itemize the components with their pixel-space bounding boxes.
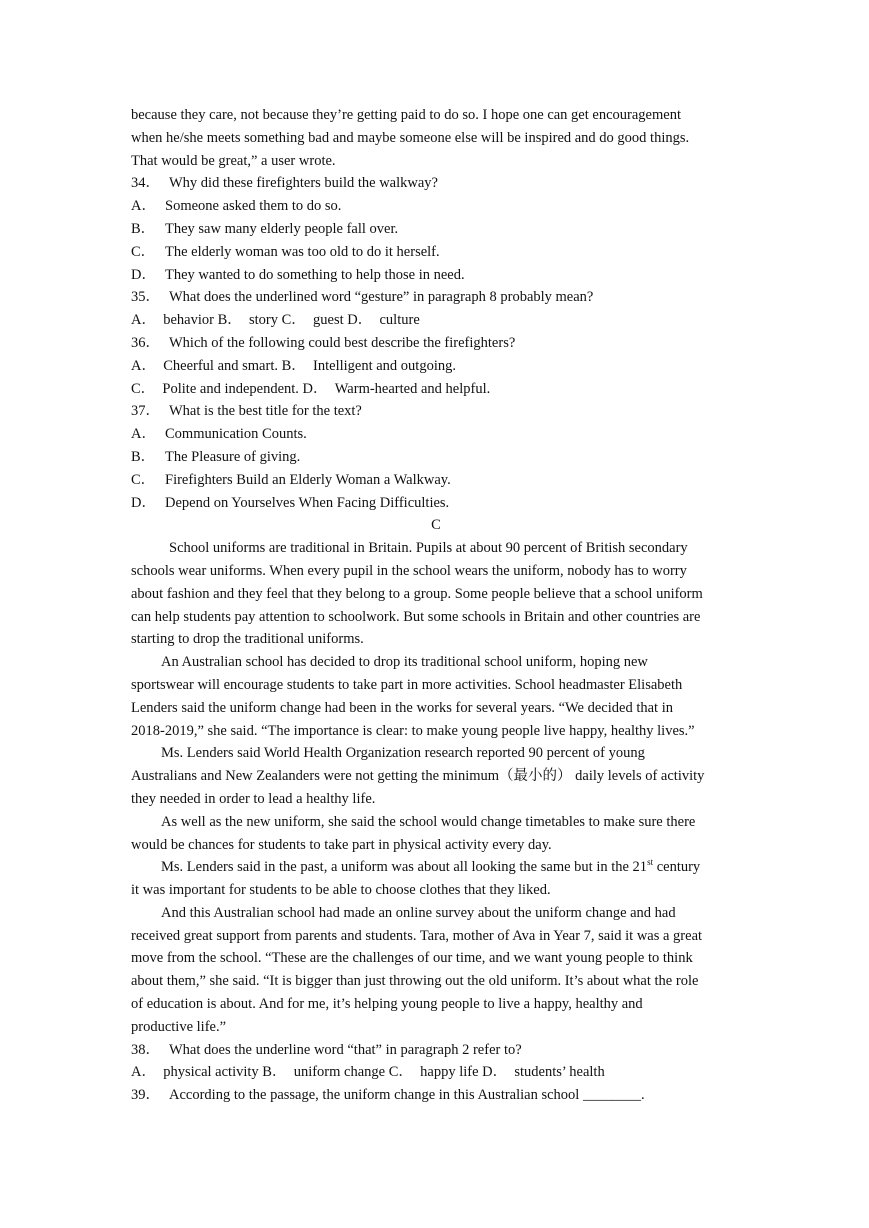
passage-line: when he/she meets something bad and maybe someone else will be inspired and do good things. bbox=[131, 129, 690, 146]
passage-line: can help students pay attention to schoolwork. But some schools in Britain and other countries are bbox=[131, 608, 701, 625]
question-stem bbox=[131, 1084, 741, 1107]
options-inline: A． behavior B． story C． guest D． culture bbox=[131, 312, 420, 329]
options-inline: A． Cheerful and smart. B． Intelligent and outgoing. bbox=[131, 357, 456, 374]
question-text: What does the underline word “that” in paragraph 2 refer to? bbox=[169, 1041, 522, 1058]
passage-line: As well as the new uniform, she said the school would change timetables to make sure there bbox=[161, 813, 696, 830]
option-b bbox=[131, 446, 741, 469]
passage-line: would be chances for students to take part in physical activity every day. bbox=[131, 836, 552, 853]
passage-line: it was important for students to be able to choose clothes that they liked. bbox=[131, 882, 551, 899]
passage-line: Australians and New Zealanders were not getting the minimum（最小的） daily levels of activity bbox=[131, 768, 705, 785]
option-letter: D． bbox=[131, 266, 156, 283]
question-36 bbox=[131, 332, 741, 400]
question-text: According to the passage, the uniform change in this Australian school ________. bbox=[169, 1087, 645, 1104]
passage-line: received great support from parents and students. Tara, mother of Ava in Year 7, said it was a great bbox=[131, 927, 703, 944]
option-d bbox=[131, 264, 741, 287]
question-text: What is the best title for the text? bbox=[169, 403, 362, 420]
option-letter: D． bbox=[131, 494, 156, 511]
passage-line: of education is about. And for me, it’s helping young people to live a happy, healthy and bbox=[131, 996, 643, 1013]
option-text: Depend on Yourselves When Facing Difficulties. bbox=[165, 494, 450, 511]
passage-b-ending bbox=[131, 104, 741, 172]
option-text: They wanted to do something to help those in need. bbox=[165, 266, 465, 283]
option-text: Someone asked them to do so. bbox=[165, 198, 342, 215]
question-number: 38． bbox=[131, 1041, 160, 1058]
option-text: The elderly woman was too old to do it herself. bbox=[165, 243, 440, 260]
option-text: Firefighters Build an Elderly Woman a Walkway. bbox=[165, 471, 451, 488]
option-letter: C． bbox=[131, 243, 156, 260]
passage-line: 2018-2019,” she said. “The importance is clear: to make young people live happy, healthy lives.” bbox=[131, 722, 695, 739]
passage-line bbox=[131, 856, 741, 879]
option-c bbox=[131, 469, 741, 492]
question-37 bbox=[131, 400, 741, 514]
option-c bbox=[131, 241, 741, 264]
passage-line: starting to drop the traditional uniforms. bbox=[131, 631, 364, 648]
option-letter: A． bbox=[131, 198, 156, 215]
question-number: 37． bbox=[131, 403, 160, 420]
paragraph-1 bbox=[131, 537, 741, 651]
option-letter: A． bbox=[131, 426, 156, 443]
passage-text: century bbox=[653, 859, 701, 876]
option-text: Communication Counts. bbox=[165, 426, 307, 443]
question-stem bbox=[131, 1039, 741, 1062]
paragraph-4 bbox=[131, 811, 741, 857]
paragraph-5 bbox=[131, 856, 741, 902]
paragraph-2 bbox=[131, 651, 741, 742]
question-stem bbox=[131, 400, 741, 423]
option-text: The Pleasure of giving. bbox=[165, 448, 301, 465]
passage-line: Ms. Lenders said World Health Organization research reported 90 percent of young bbox=[161, 745, 645, 762]
option-letter: B． bbox=[131, 448, 156, 465]
question-number: 36． bbox=[131, 334, 160, 351]
question-number: 34． bbox=[131, 175, 160, 192]
question-38 bbox=[131, 1039, 741, 1085]
passage-c bbox=[131, 514, 741, 1038]
question-text: Why did these firefighters build the walkway? bbox=[169, 175, 438, 192]
passage-line: School uniforms are traditional in Britain. Pupils at about 90 percent of British secondary bbox=[169, 540, 688, 557]
passage-line: And this Australian school had made an online survey about the uniform change and had bbox=[161, 904, 676, 921]
question-text: What does the underlined word “gesture” in paragraph 8 probably mean? bbox=[169, 289, 594, 306]
passage-heading: C bbox=[431, 517, 441, 534]
option-b bbox=[131, 218, 741, 241]
exam-page bbox=[131, 104, 741, 1107]
question-text: Which of the following could best describe the firefighters? bbox=[169, 334, 516, 351]
question-34 bbox=[131, 172, 741, 286]
passage-line: move from the school. “These are the challenges of our time, and we want young people to think bbox=[131, 950, 693, 967]
paragraph-6 bbox=[131, 902, 741, 1039]
passage-line: about them,” she said. “It is bigger than just throwing out the old uniform. It’s about what the role bbox=[131, 973, 699, 990]
question-stem bbox=[131, 332, 741, 355]
question-39 bbox=[131, 1084, 741, 1107]
option-d bbox=[131, 492, 741, 515]
option-text: They saw many elderly people fall over. bbox=[165, 220, 399, 237]
passage-line: sportswear will encourage students to take part in more activities. School headmaster Elisabeth bbox=[131, 676, 683, 693]
passage-line: An Australian school has decided to drop its traditional school uniform, hoping new bbox=[161, 654, 648, 671]
option-a bbox=[131, 195, 741, 218]
question-35 bbox=[131, 286, 741, 332]
option-letter: C． bbox=[131, 471, 156, 488]
paragraph-3 bbox=[131, 742, 741, 810]
passage-line: about fashion and they feel that they belong to a group. Some people believe that a school uniform bbox=[131, 585, 703, 602]
passage-line: Lenders said the uniform change had been in the works for several years. “We decided that in bbox=[131, 699, 673, 716]
passage-line: schools wear uniforms. When every pupil in the school wears the uniform, nobody has to worry bbox=[131, 562, 687, 579]
passage-line: That would be great,” a user wrote. bbox=[131, 152, 336, 169]
option-a bbox=[131, 423, 741, 446]
passage-line: they needed in order to lead a healthy life. bbox=[131, 790, 376, 807]
question-number: 39． bbox=[131, 1087, 160, 1104]
options-inline: C． Polite and independent. D． Warm-hearted and helpful. bbox=[131, 380, 491, 397]
option-letter: B． bbox=[131, 220, 156, 237]
question-number: 35． bbox=[131, 289, 160, 306]
ordinal-suffix: st bbox=[647, 857, 654, 868]
passage-text: Ms. Lenders said in the past, a uniform was about all looking the same but in the 21 bbox=[161, 859, 648, 876]
options-inline: A． physical activity B． uniform change C． happy life D． students’ health bbox=[131, 1064, 605, 1081]
passage-line: because they care, not because they’re getting paid to do so. I hope one can get encouragement bbox=[131, 107, 681, 123]
question-stem bbox=[131, 172, 741, 195]
question-stem bbox=[131, 286, 741, 309]
passage-line: productive life.” bbox=[131, 1018, 227, 1035]
